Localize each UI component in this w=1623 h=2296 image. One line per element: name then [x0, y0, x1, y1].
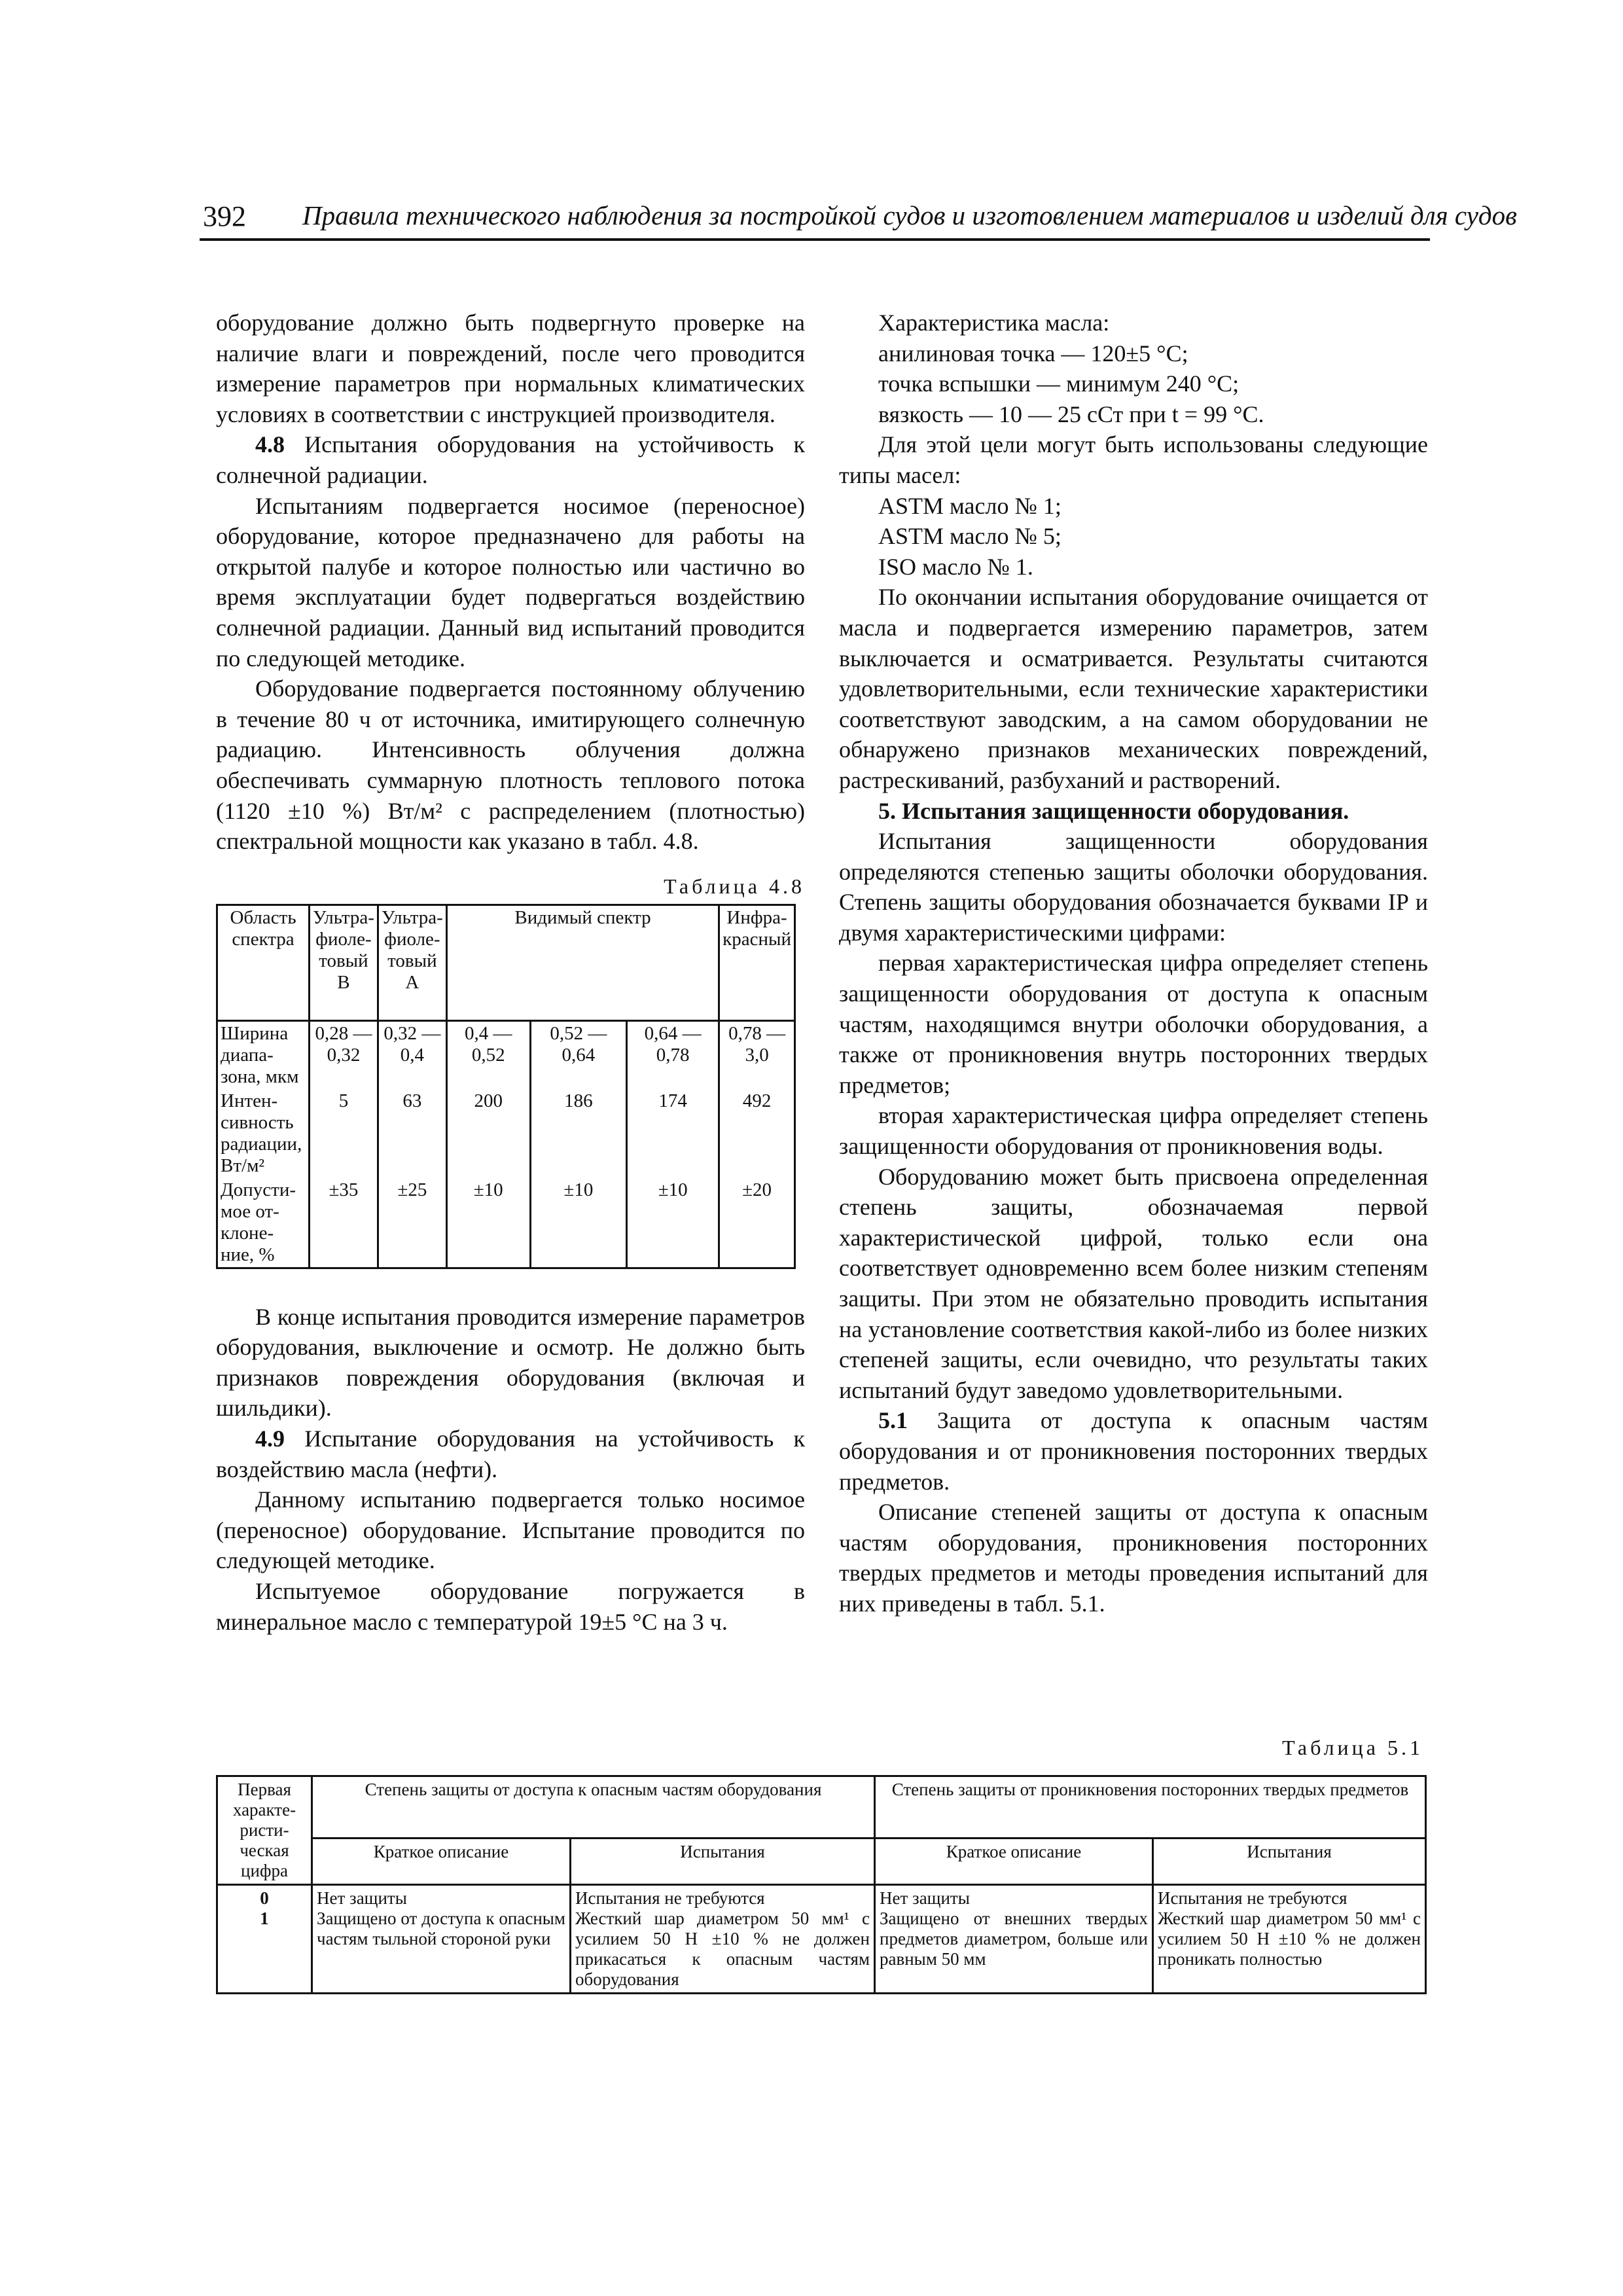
table-cell: [875, 1885, 1153, 1994]
oil-characteristic: анилиновая точка — 120±5 °С;: [878, 340, 1188, 367]
table-cell: 0,32 — 0,4: [378, 1020, 446, 1089]
table-cell: ±25: [378, 1178, 446, 1268]
cell-line: Нет защиты: [317, 1888, 407, 1908]
table-row: [217, 1089, 795, 1178]
table-4-8: [216, 904, 796, 1269]
table-cell: ±10: [446, 1178, 530, 1268]
table-header-cell: Инфра-красный: [719, 905, 795, 1020]
section-5-heading: [839, 796, 1428, 827]
table-header-row: [217, 1776, 1426, 1839]
table-header-cell: Испытания: [571, 1839, 875, 1885]
section-title: 5. Испытания защищенности оборудования.: [878, 797, 1349, 824]
table-row: [217, 1885, 1426, 1994]
section-4-9-heading: [216, 1424, 805, 1484]
section-title: Испытание оборудования на устойчивость к воздействию масла (нефти).: [216, 1426, 805, 1482]
table-cell: [571, 1885, 875, 1994]
paragraph: Испытаниям подвергается носимое (переносное) оборудование, которое предназначено для работы на открытой палубе и которое полностью или частично во время эксплуатации будет подвергаться воздействию солнечной радиации. Данный вид испытаний проводится по следующей методике.: [216, 492, 805, 672]
page-number: 392: [203, 200, 246, 232]
section-4-8-heading: [216, 429, 805, 490]
paragraph: По окончании испытания оборудование очищается от масла и подвергается измерению параметров, затем выключается и осматривается. Результаты считаются удовлетворительными, если технические характеристики соответствуют заводским, а на самом оборудовании не обнаружено признаков механических повреждений, растрескиваний, разбуханий и растворений.: [839, 584, 1428, 793]
table-header-cell: Ультра-фиоле-товый В: [310, 905, 378, 1020]
section-5-1-heading: [839, 1405, 1428, 1497]
table-cell: 186: [530, 1089, 627, 1178]
table-header-row: [217, 905, 795, 1020]
cell-line: Жесткий шар диаметром 50 мм¹ с усилием 50 Н ±10 % не должен прикасаться к опасным частям оборудования: [575, 1909, 870, 1989]
paragraph: В конце испытания проводится измерение параметров оборудования, выключение и осмотр. Не должно быть признаков повреждения оборудования (включая и шильдики).: [216, 1303, 805, 1422]
section-title: Испытания оборудования на устойчивость к солнечной радиации.: [216, 431, 805, 488]
table-cell: [217, 1885, 312, 1994]
header-rule: [200, 238, 1430, 241]
table-header-cell: Видимый спектр: [446, 905, 719, 1020]
table-cell: [1153, 1885, 1426, 1994]
table-row: [217, 1178, 795, 1268]
running-title: Правила технического наблюдения за постройкой судов и изготовлением материалов и изделий для судов: [302, 200, 1517, 230]
table-header-cell: Краткое описание: [875, 1839, 1153, 1885]
paragraph: Оборудование подвергается постоянному облучению в течение 80 ч от источника, имитирующего солнечную радиацию. Интенсивность облучения должна обеспечивать суммарную плотность теплового потока (1120 ±10 %) Вт/м² с распределением (плотностью) спектральной мощности как указано в табл. 4.8.: [216, 675, 805, 855]
table-cell: 5: [310, 1089, 378, 1178]
cell-line: Испытания не требуются: [575, 1888, 765, 1908]
paragraph: оборудование должно быть подвергнуто проверке на наличие влаги и повреждений, после чего проводится измерение параметров при нормальных климатических условиях в соответствии с инструкцией производителя.: [216, 310, 805, 427]
left-column: [216, 308, 805, 1637]
section-number: 4.8: [255, 431, 285, 458]
row-label: Ширина диапа-зона, мкм: [217, 1020, 310, 1089]
cell-line: Защищено от доступа к опасным частям тыльной стороной руки: [317, 1909, 565, 1948]
cell-line: Защищено от внешних твердых предметов диаметром, больше или равным 50 мм: [880, 1909, 1148, 1969]
table-cell: 63: [378, 1089, 446, 1178]
table-cell: 174: [627, 1089, 719, 1178]
oil-type: ISO масло № 1.: [878, 553, 1033, 580]
oil-characteristic: точка вспышки — минимум 240 °С;: [878, 370, 1240, 397]
table-header-cell: Область спектра: [217, 905, 310, 1020]
paragraph: Испытуемое оборудование погружается в минеральное масло с температурой 19±5 °С на 3 ч.: [216, 1578, 805, 1635]
section-number: 5.1: [878, 1407, 908, 1434]
table-cell: ±10: [627, 1178, 719, 1268]
section-title: Защита от доступа к опасным частям оборудования и от проникновения посторонних твердых предметов.: [839, 1407, 1428, 1495]
row-label: Интен-сивность радиации, Вт/м²: [217, 1089, 310, 1178]
table-cell: 200: [446, 1089, 530, 1178]
oil-characteristic: вязкость — 10 — 25 сСт при t = 99 °С.: [878, 401, 1264, 427]
table-cell: 492: [719, 1089, 795, 1178]
table-cell: 0,52 — 0,64: [530, 1020, 627, 1089]
paragraph: Данному испытанию подвергается только носимое (переносное) оборудование. Испытание проводится по следующей методике.: [216, 1486, 805, 1574]
cell-line: Нет защиты: [880, 1888, 970, 1908]
table-cell: ±10: [530, 1178, 627, 1268]
oil-characteristics-title: Характеристика масла:: [878, 310, 1110, 336]
characteristic-digit: 0: [260, 1888, 269, 1908]
section-number: 4.9: [255, 1426, 285, 1452]
cell-line: Жесткий шар диаметром 50 мм¹ с усилием 50 Н ±10 % не должен проникать полностью: [1158, 1909, 1421, 1969]
table-5-1-caption: Таблица 5.1: [1282, 1736, 1423, 1759]
table-header-cell: Испытания: [1153, 1839, 1426, 1885]
paragraph: Испытания защищенности оборудования определяются степенью защиты оболочки оборудования. Степень защиты оборудования обозначается буквами IP и двумя характеристическими цифрами:: [839, 828, 1428, 946]
characteristic-digit: 1: [260, 1909, 269, 1928]
paragraph: вторая характеристическая цифра определяет степень защищенности оборудования от проникновения воды.: [839, 1102, 1428, 1160]
oil-type: ASTM масло № 5;: [878, 523, 1061, 550]
paragraph: первая характеристическая цифра определяет степень защищенности оборудования от доступа к опасным частям, находящимся внутри оболочки оборудования, а также от проникновения внутрь посторонних твердых предметов;: [839, 950, 1428, 1098]
row-label: Допусти-мое от-клоне-ние, %: [217, 1178, 310, 1268]
table-cell: 0,28 — 0,32: [310, 1020, 378, 1089]
right-column: [839, 308, 1428, 1619]
paragraph: Для этой цели могут быть использованы следующие типы масел:: [839, 431, 1428, 488]
table-cell: ±35: [310, 1178, 378, 1268]
table-header-cell: Степень защиты от проникновения посторонних твердых предметов: [875, 1776, 1426, 1839]
cell-line: Испытания не требуются: [1158, 1888, 1347, 1908]
table-cell: 0,64 —0,78: [627, 1020, 719, 1089]
oil-type: ASTM масло № 1;: [878, 492, 1061, 519]
table-cell: 0,4 —0,52: [446, 1020, 530, 1089]
table-cell: [312, 1885, 571, 1994]
table-row: [217, 1020, 795, 1089]
table-header-cell: Ультра-фиоле-товый А: [378, 905, 446, 1020]
paragraph: Оборудованию может быть присвоена определенная степень защиты, обозначаемая первой характеристической цифрой, только если она соответствует одновременно всем более низким степеням защиты. При этом не обязательно проводить испытания на установление соответствия какой-либо из более низких степеней защиты, если очевидно, что результаты таких испытаний будут заведомо удовлетворительными.: [839, 1163, 1428, 1403]
paragraph: Описание степеней защиты от доступа к опасным частям оборудования, проникновения посторонних твердых предметов и методы проведения испытаний для них приведены в табл. 5.1.: [839, 1499, 1428, 1617]
table-header-cell: Первая характе-ристи-ческая цифра: [217, 1776, 312, 1885]
table-header-cell: Краткое описание: [312, 1839, 571, 1885]
table-cell: ±20: [719, 1178, 795, 1268]
table-header-row: [217, 1839, 1426, 1885]
table-header-cell: Степень защиты от доступа к опасным частям оборудования: [312, 1776, 875, 1839]
table-cell: 0,78 — 3,0: [719, 1020, 795, 1089]
table-5-1: [216, 1775, 1427, 1994]
table-4-8-caption: Таблица 4.8: [664, 874, 805, 898]
